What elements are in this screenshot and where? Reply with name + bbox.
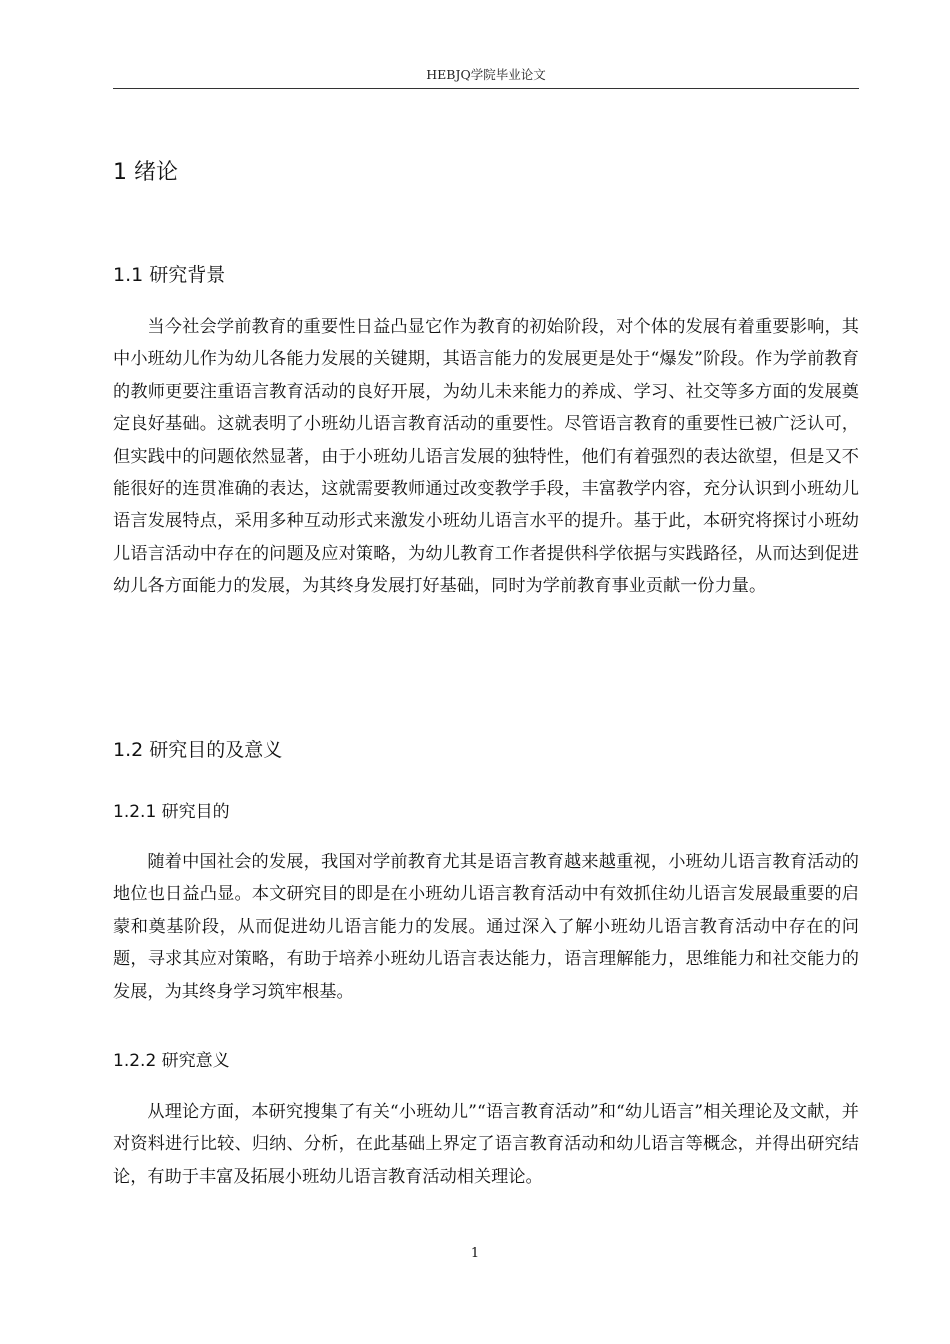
page-number: 1: [470, 1246, 480, 1261]
header-title: HEBJQ学院毕业论文: [426, 67, 546, 82]
chapter-title: 1 绪论: [113, 160, 178, 185]
section-1-2-2-paragraph: 从理论方面，本研究搜集了有关“小班幼儿”“语言教育活动”和“幼儿语言”相关理论及文献，并对资料进行比较、归纳、分析，在此基础上界定了语言教育活动和幼儿语言等概念，并得出研究结论，有助于丰富及拓展小班幼儿语言教育活动相关理论。: [113, 1102, 859, 1187]
section-1-2-1-title: 1.2.1 研究目的: [113, 802, 230, 822]
section-1-1-paragraph: 当今社会学前教育的重要性日益凸显它作为教育的初始阶段，对个体的发展有着重要影响，其中小班幼儿作为幼儿各能力发展的关键期，其语言能力的发展更是处于“爆发”阶段。作为学前教育的教师更要注重语言教育活动的良好开展，为幼儿未来能力的养成、学习、社交等多方面的发展奠定良好基础。这就表明了小班幼儿语言教育活动的重要性。尽管语言教育的重要性已被广泛认可，但实践中的问题依然显著，由于小班幼儿语言发展的独特性，他们有着强烈的表达欲望，但是又不能很好的连贯准确的表达，这就需要教师通过改变教学手段，丰富教学内容，充分认识到小班幼儿语言发展特点，采用多种互动形式来激发小班幼儿语言水平的提升。基于此，本研究将探讨小班幼儿语言活动中存在的问题及应对策略，为幼儿教育工作者提供科学依据与实践路径，从而达到促进幼儿各方面能力的发展，为其终身发展打好基础，同时为学前教育事业贡献一份力量。: [113, 317, 859, 597]
section-1-2-1-paragraph: 随着中国社会的发展，我国对学前教育尤其是语言教育越来越重视，小班幼儿语言教育活动的地位也日益凸显。本文研究目的即是在小班幼儿语言教育活动中有效抓住幼儿语言发展最重要的启蒙和奠基阶段，从而促进幼儿语言能力的发展。通过深入了解小班幼儿语言教育活动中存在的问题，寻求其应对策略，有助于培养小班幼儿语言表达能力，语言理解能力，思维能力和社交能力的发展，为其终身学习筑牢根基。: [113, 852, 859, 1002]
section-1-1-title: 1.1 研究背景: [113, 264, 226, 286]
page-header: [113, 66, 859, 89]
section-1-2-title: 1.2 研究目的及意义: [113, 739, 283, 761]
section-1-2-2-title: 1.2.2 研究意义: [113, 1051, 230, 1071]
